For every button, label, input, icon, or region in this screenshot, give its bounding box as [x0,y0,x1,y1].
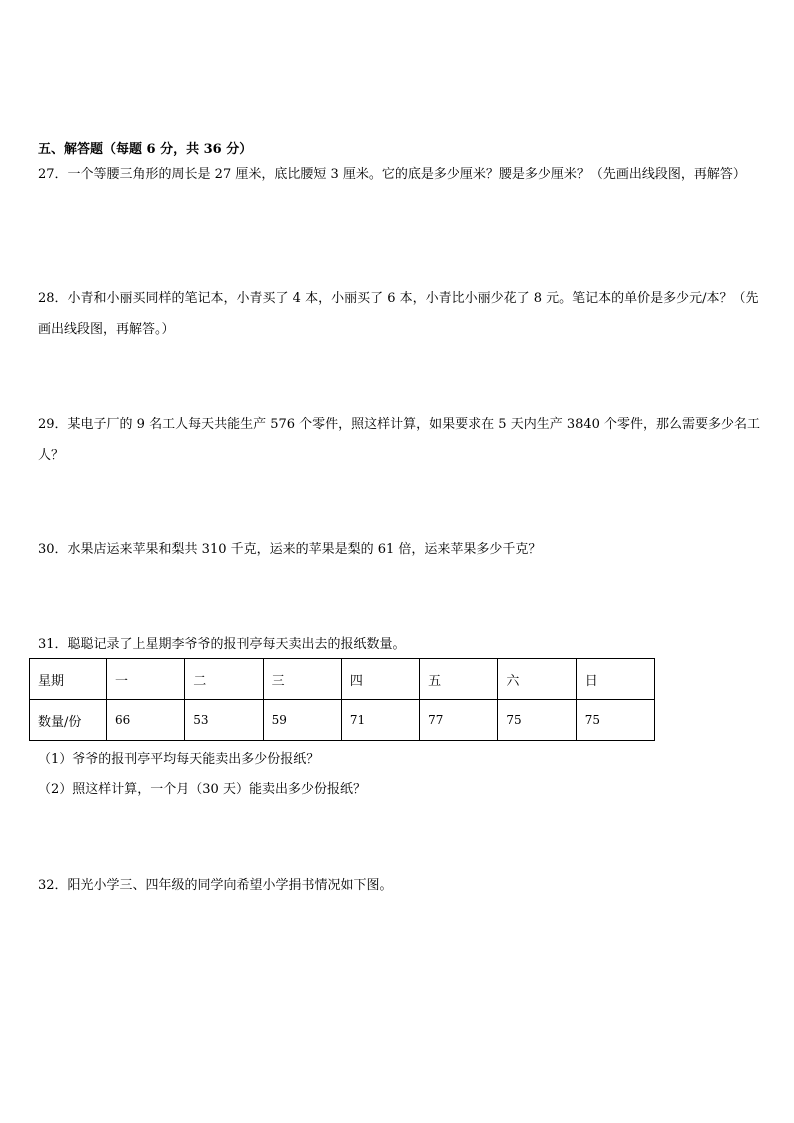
question-31: 31．聪聪记录了上星期李爷爷的报刊亭每天卖出去的报纸数量。 [38,637,406,652]
question-27: 27．一个等腰三角形的周长是 27 厘米，底比腰短 3 厘米。它的底是多少厘米？腰是多少厘米？（先画出线段图，再解答） [38,167,746,182]
newspaper-sales-table [29,658,655,741]
table-cell-count: 53 [185,700,263,741]
table-cell-count: 71 [341,700,419,741]
table-cell-day: 日 [576,659,654,700]
table-row-days [30,659,655,700]
table-cell-count: 66 [107,700,185,741]
question-29: 29．某电子厂的 9 名工人每天共能生产 576 个零件，照这样计算，如果要求在 5 天内生产 3840 个零件，那么需要多少名工人？ [38,417,761,463]
table-header-quantity: 数量/份 [30,700,107,741]
table-cell-count: 59 [263,700,341,741]
table-cell-day: 三 [263,659,341,700]
question-28: 28．小青和小丽买同样的笔记本，小青买了 4 本，小丽买了 6 本，小青比小丽少花了 8 元。笔记本的单价是多少元/本？（先画出线段图，再解答。） [38,291,759,337]
table-cell-count: 75 [498,700,576,741]
question-31-part-2: （2）照这样计算，一个月（30 天）能卖出多少份报纸？ [38,782,366,797]
table-cell-count: 75 [576,700,654,741]
table-cell-day: 六 [498,659,576,700]
table-cell-count: 77 [420,700,498,741]
table-cell-day: 二 [185,659,263,700]
question-31-part-1: （1）爷爷的报刊亭平均每天能卖出多少份报纸？ [38,752,320,767]
table-cell-day: 一 [107,659,185,700]
table-cell-day: 四 [341,659,419,700]
table-cell-day: 五 [420,659,498,700]
table-row-counts [30,700,655,741]
table-header-weekday: 星期 [30,659,107,700]
section-title: 五、解答题（每题 6 分，共 36 分） [38,142,253,157]
question-32: 32．阳光小学三、四年级的同学向希望小学捐书情况如下图。 [38,878,393,893]
question-30: 30．水果店运来苹果和梨共 310 千克，运来的苹果是梨的 61 倍，运来苹果多少千克？ [38,542,542,557]
